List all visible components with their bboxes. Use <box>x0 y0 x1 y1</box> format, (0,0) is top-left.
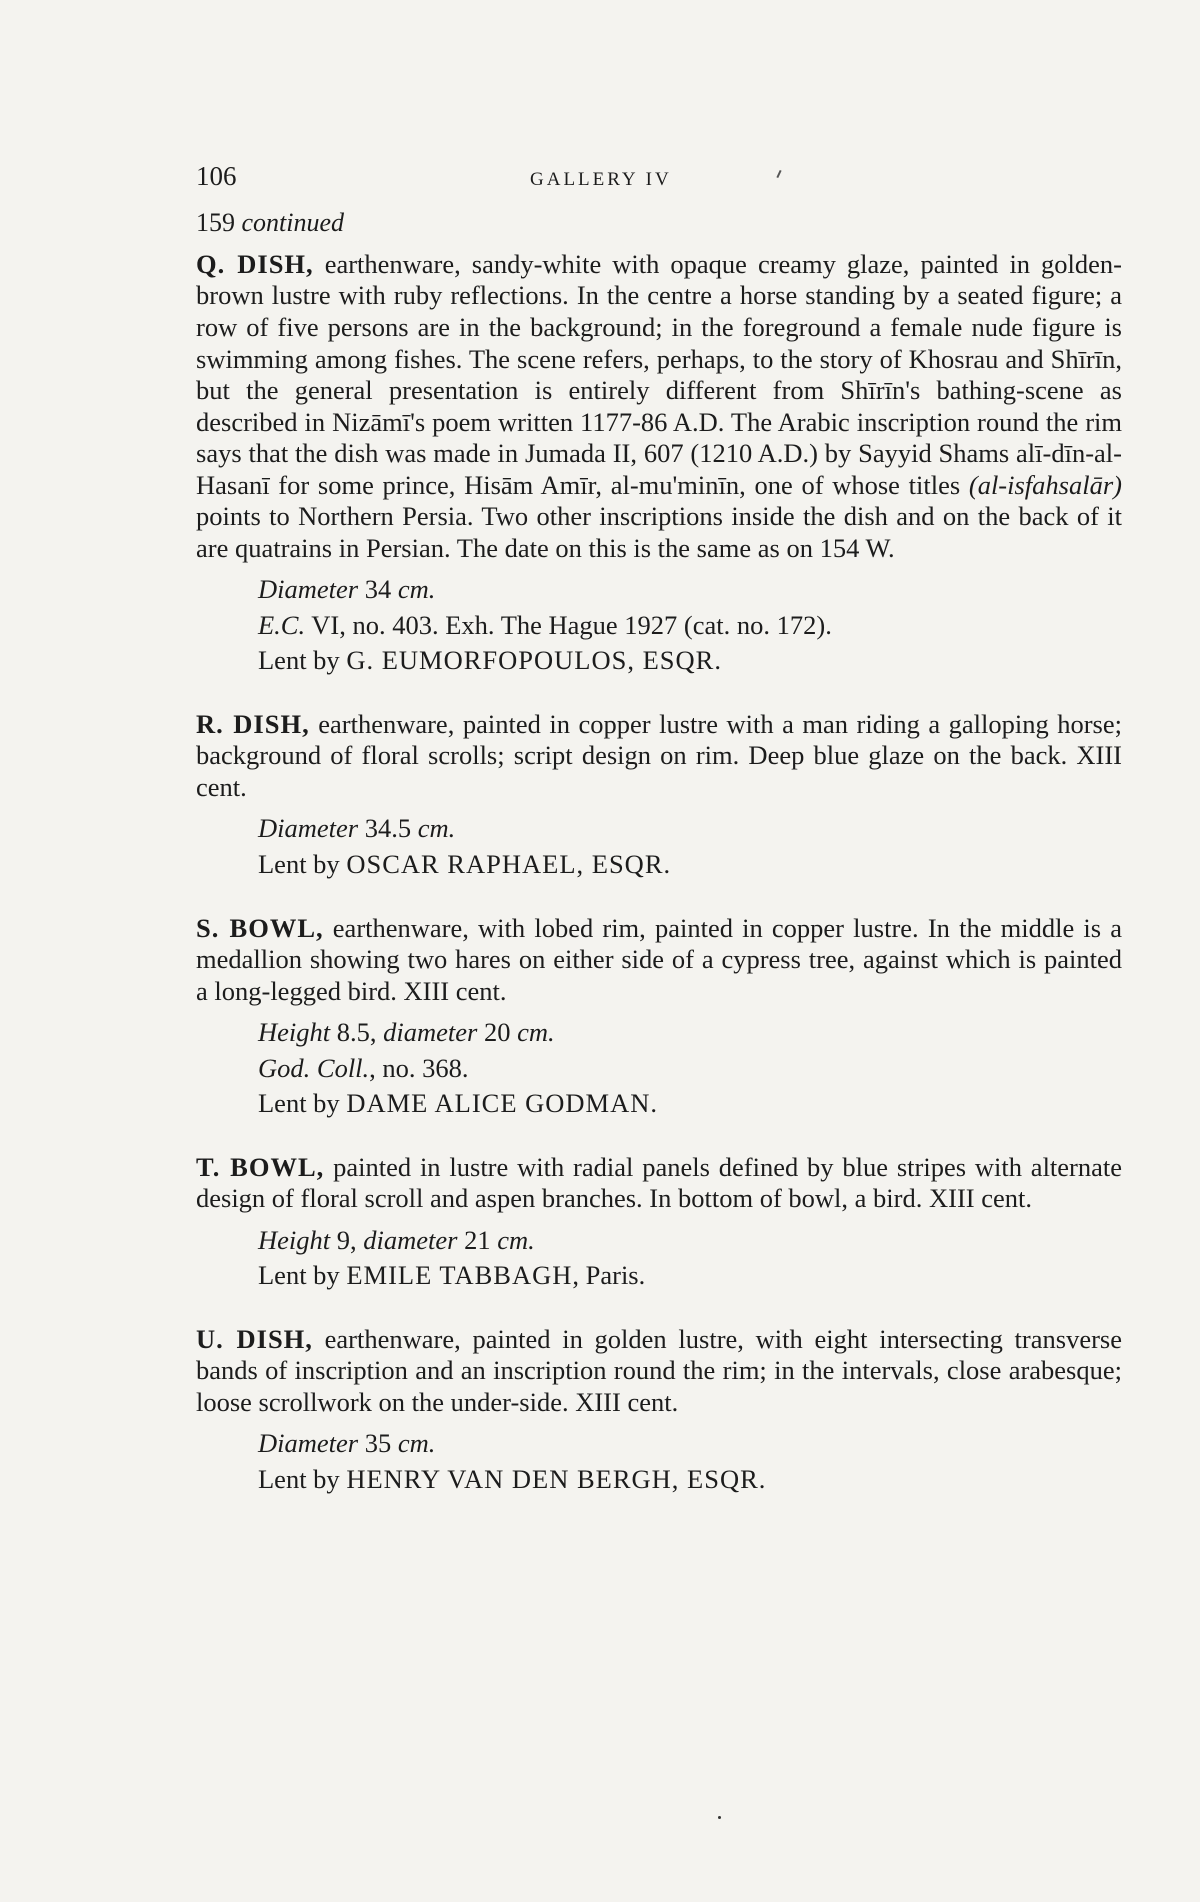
entry-u <box>196 1324 1122 1496</box>
lender-name: EMILE TABBAGH <box>346 1260 573 1291</box>
page-header <box>196 160 1122 200</box>
entry-text: earthenware, painted in golden lustre, with eight intersecting transverse bands of inscription and an inscription round the rim; in the intervals, close arabesque; loose scrollwork on the under-side. XIII cent. <box>196 1323 1122 1417</box>
height-label: Height <box>258 1017 331 1048</box>
page-number: 106 <box>196 161 237 191</box>
entry-label: S. BOWL, <box>196 912 324 943</box>
entry-text: earthenware, with lobed rim, painted in copper lustre. In the middle is a medallion showing two hares on either side of a cypress tree, against which is painted a long-legged bird. XIII cent. <box>196 912 1122 1006</box>
lender-line <box>258 645 1122 677</box>
lent-prefix: Lent by <box>258 1463 347 1494</box>
entry-meta <box>258 1428 1122 1495</box>
entry-label: U. DISH, <box>196 1323 313 1354</box>
lender-line <box>258 849 1122 881</box>
lender-name: G. EUMORFOPOULOS, ESQR. <box>346 645 722 676</box>
dimension-label: diameter <box>383 1017 478 1048</box>
entry-label: Q. DISH, <box>196 248 314 279</box>
dimensions <box>258 813 1122 845</box>
dimensions <box>258 1428 1122 1460</box>
entry-text: earthenware, painted in copper lustre with a man riding a galloping horse; background of floral scrolls; script design on rim. Deep blue glaze on the back. XIII cent. <box>196 708 1122 802</box>
reference-abbr: God. Coll. <box>258 1052 370 1083</box>
reference-text: VI, no. 403. Exh. The Hague 1927 (cat. no. 172). <box>305 609 832 640</box>
lender-line <box>258 1464 1122 1496</box>
lender-line <box>258 1088 1122 1120</box>
entry-q <box>196 249 1122 677</box>
lender-line <box>258 1260 1122 1292</box>
lent-prefix: Lent by <box>258 645 347 676</box>
reference-text: , no. 368. <box>369 1052 469 1083</box>
entry-meta <box>258 1225 1122 1292</box>
entry-italic-phrase: (al-isfahsalār) <box>968 469 1122 500</box>
reference <box>258 610 1122 642</box>
dimension-value: 21 <box>464 1224 491 1255</box>
entry-meta <box>258 1017 1122 1120</box>
entry-meta <box>258 813 1122 880</box>
catalogue-page <box>196 160 1122 1527</box>
dimensions <box>258 574 1122 606</box>
dimension-unit: cm. <box>397 1428 436 1459</box>
height-value: 8.5, <box>336 1017 377 1048</box>
entry-description <box>196 1152 1122 1215</box>
dimension-value: 34.5 <box>364 813 412 844</box>
entry-label: T. BOWL, <box>196 1151 325 1182</box>
lender-suffix: , Paris. <box>572 1260 646 1291</box>
entry-description <box>196 249 1122 564</box>
lender-name: HENRY VAN DEN BERGH, ESQR. <box>346 1463 767 1494</box>
dimension-unit: cm. <box>517 1017 555 1048</box>
running-title: GALLERY IV <box>530 169 672 190</box>
entry-description <box>196 709 1122 804</box>
dimensions <box>258 1017 1122 1049</box>
entry-s <box>196 913 1122 1120</box>
entry-label: R. DISH, <box>196 708 310 739</box>
entry-text: painted in lustre with radial panels defined by blue stripes with alternate design of floral scroll and aspen branches. In bottom of bowl, a bird. XIII cent. <box>196 1151 1123 1214</box>
entry-r <box>196 709 1122 881</box>
continued-label: continued <box>241 208 345 237</box>
entry-description <box>196 1324 1122 1419</box>
lent-prefix: Lent by <box>258 848 347 879</box>
dimension-unit: cm. <box>497 1224 535 1255</box>
entry-number: 159 <box>196 208 235 237</box>
height-value: 9, <box>336 1224 357 1255</box>
lent-prefix: Lent by <box>258 1260 347 1291</box>
entry-text-after: points to Northern Persia. Two other inscriptions inside the dish and on the back of it are quatrains in Persian. The date on this is the same as on 154 W. <box>196 501 1122 563</box>
reference <box>258 1053 1122 1085</box>
dimension-value: 20 <box>483 1017 511 1048</box>
entry-description <box>196 913 1122 1008</box>
dimension-unit: cm. <box>417 813 456 844</box>
dimension-unit: cm. <box>397 574 436 605</box>
height-label: Height <box>258 1224 331 1255</box>
lender-name: DAME ALICE GODMAN. <box>346 1088 659 1119</box>
reference-abbr: E.C. <box>258 609 306 640</box>
lender-name: OSCAR RAPHAEL, ESQR. <box>346 848 672 879</box>
dimensions <box>258 1225 1122 1257</box>
dimension-label: diameter <box>363 1224 458 1255</box>
dimension-value: 34 <box>364 574 392 605</box>
dimension-value: 35 <box>364 1428 392 1459</box>
entry-t <box>196 1152 1122 1292</box>
dimension-label: Diameter <box>258 813 359 844</box>
continuation-line <box>196 208 1122 239</box>
entry-text: earthenware, sandy-white with opaque creamy glaze, painted in golden-brown lustre with ruby reflections. In the centre a horse standing by a seated figure; a row of five persons are in the background; in the foreground a female nude figure is swimming among fishes. The scene refers, perhaps, to the story of Khosrau and Shīrīn, but the general presentation is entirely different from Shīrīn's bathing-scene as described in Nizāmī's poem written 1177-86 A.D. The Arabic inscription round the rim says that the dish was made in Jumada II, 607 (1210 A.D.) by Sayyid Shams alī-dīn-al-Hasanī for some prince, Hisām Amīr, al-mu'minīn, one of whose titles <box>196 248 1123 500</box>
dimension-label: Diameter <box>258 574 359 605</box>
lent-prefix: Lent by <box>258 1088 347 1119</box>
entry-meta <box>258 574 1122 677</box>
dimension-label: Diameter <box>258 1428 359 1459</box>
stray-dot <box>718 1816 721 1819</box>
